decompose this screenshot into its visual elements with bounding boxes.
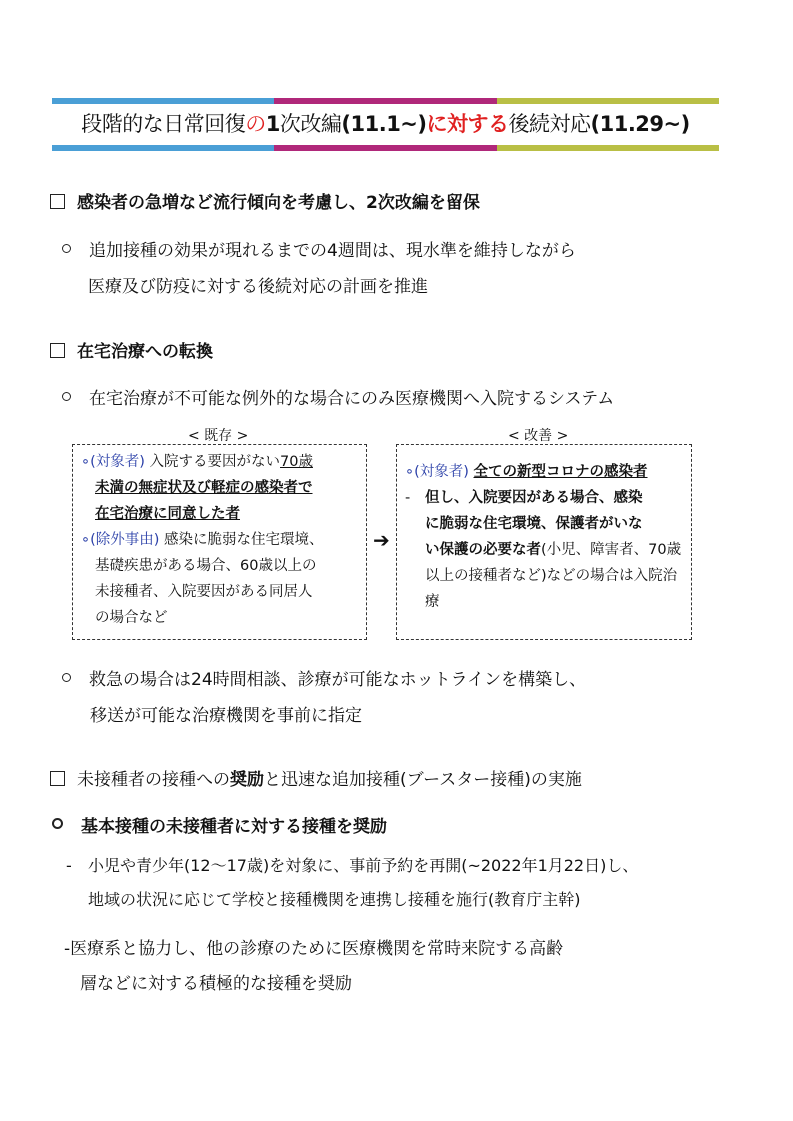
improved-target-line: ∘(対象者) 全ての新型コロナの感染者: [405, 464, 648, 480]
existing-target-line3: 在宅治療に同意した者: [95, 506, 240, 522]
section3-heading: 未接種者の接種への奨励と迅速な追加接種(ブースター接種)の実施: [50, 765, 582, 790]
section2-bullet2: 救急の場合は24時間相談、診療が可能なホットラインを構築し、: [62, 665, 586, 690]
section2-bullet1: 在宅治療が不可能な例外的な場合にのみ医療機関へ入院するシステム: [62, 384, 614, 409]
section3-dash1-cont: 地域の状況に応じて学校と接種機関を連携し接種を施行(教育庁主幹): [88, 890, 581, 909]
section1-bullet-cont: 医療及び防疫に対する後続対応の計画を推進: [88, 277, 428, 297]
section1-heading: 感染者の急増など流行傾向を考慮し、2次改編を留保: [50, 188, 480, 213]
improved-dash-line1: - 但し、入院要因がある場合、感染: [405, 490, 643, 506]
improved-box: [396, 444, 692, 640]
checkbox-square-icon: [50, 194, 65, 209]
section3-dash2-cont: 層などに対する積極的な接種を奨励: [80, 974, 352, 994]
existing-target-line1: ∘(対象者) 入院する要因がない70歳: [81, 454, 313, 470]
existing-exclusion-line1: ∘(除外事由) 感染に脆弱な住宅環境、: [81, 532, 324, 548]
existing-exclusion-line4: の場合など: [95, 610, 168, 626]
existing-target-line2: 未満の無症状及び軽症の感染者で: [95, 480, 313, 496]
existing-label: < 既存 >: [188, 428, 249, 444]
improved-label: < 改善 >: [508, 428, 569, 444]
existing-exclusion-line3: 未接種者、入院要因がある同居人: [95, 584, 313, 600]
section3-dash2: -医療系と協力し、他の診療のために医療機関を常時来院する高齢: [64, 939, 564, 959]
improved-dash-line3: い保護の必要な者(小児、障害者、70歳: [425, 542, 682, 558]
existing-exclusion-line2: 基礎疾患がある場合、60歳以上の: [95, 558, 317, 574]
section3-dash1: - 小児や青少年(12～17歳)を対象に、事前予約を再開(~2022年1月22日)し、: [66, 856, 639, 875]
page-title: 段階的な日常回復の1次改編(11.1~)に対する後続対応(11.29~): [81, 112, 690, 136]
circle-bullet-icon: [62, 244, 71, 253]
section2-bullet2-cont: 移送が可能な治療機関を事前に指定: [90, 706, 362, 726]
existing-box: [72, 444, 367, 640]
right-arrow-icon: ➔: [373, 528, 390, 552]
checkbox-square-icon: [50, 343, 65, 358]
circle-bullet-icon: [52, 818, 63, 829]
header-top-stripe: [52, 98, 719, 104]
section2-heading: 在宅治療への転換: [50, 337, 213, 362]
checkbox-square-icon: [50, 771, 65, 786]
header-bottom-stripe: [52, 145, 719, 151]
section3-bullet: 基本接種の未接種者に対する接種を奨励: [52, 812, 387, 837]
circle-bullet-icon: [62, 673, 71, 682]
improved-dash-line4: 以上の接種者など)などの場合は入院治: [425, 568, 678, 584]
section1-bullet: 追加接種の効果が現れるまでの4週間は、現水準を維持しながら: [62, 236, 576, 261]
circle-bullet-icon: [62, 392, 71, 401]
improved-dash-line5: 療: [425, 594, 440, 610]
improved-dash-line2: に脆弱な住宅環境、保護者がいな: [425, 516, 643, 532]
